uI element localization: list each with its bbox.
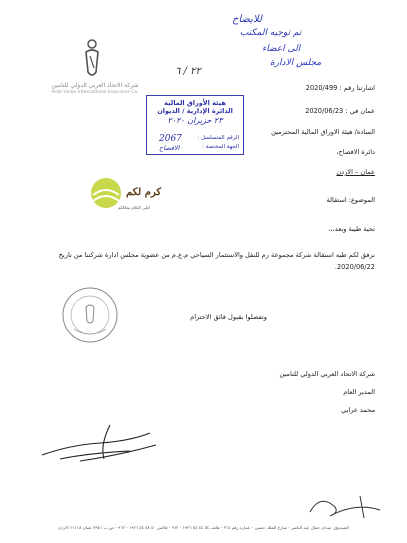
company-name-english: Arab Union International Insurance Co. (51, 90, 139, 95)
addressee-line-3: عمان – الاردن (336, 168, 375, 176)
company-name-arabic: شركة الاتحاد العربي الدولي للتامين (51, 82, 139, 89)
stamp-serial-value: 2067 (159, 134, 182, 144)
letter-subject: الموضوع: استقالة (326, 196, 375, 204)
stamp-authority: هيئة الأوراق المالية (164, 99, 226, 107)
stamp-dept-value: الافصاح (159, 144, 180, 152)
badge-subtext: أحلى الكلام يحلالكم (118, 205, 151, 210)
reference-number: اشارتنا رقم : 2020/499 (305, 84, 375, 92)
handwritten-note-4: مجلس الادارة (270, 58, 322, 68)
letter-date: عمان في : 2020/06/23 (305, 107, 375, 115)
footer-address: الصندوق: ميدان جمال عبد الناصر - شارع الملك حسين - عمارة رقم ٢١٤ - هاتف ٥٤ ٤٤ ٥٤ ١٩٢٦ - ٩٦٢ - فاكس ٥٠ ٤٨ ٥٤ ١٩٢٦ - ٩٦٢ - ص.ب ٧٩٤١ عمان ١١١١٨ الاردن (58, 525, 349, 530)
badge-text: كرم لكم (126, 187, 162, 198)
company-logo (62, 38, 120, 80)
stamp-date: ٢٣ حزيران ٢٠٢٠ (167, 116, 223, 125)
received-stamp (146, 95, 244, 155)
letter-closing: وتفضلوا بقبول فائق الاحترام (190, 313, 267, 321)
stamp-dept-label: الجهة المختصة : (202, 144, 239, 150)
handwritten-note-3: الى اعضاء (262, 44, 301, 54)
addressee-line-2: دائرة الافصاح، (336, 148, 375, 156)
greeting-badge-image (88, 175, 162, 215)
footer-signature-mark (300, 492, 390, 520)
addressee-line-1: السادة/ هيئة الاوراق المالية المحترمين (271, 128, 375, 136)
signatory-company: شركة الاتحاد العربي الدولي للتامين (279, 370, 375, 378)
company-seal (60, 285, 120, 345)
stamp-serial-label: الرقم المتسلسل : (197, 135, 239, 141)
signatory-title: المدير العام (343, 388, 375, 396)
letter-body: نرفق لكم طيه استقالة شركة مجموعة رم للنقل والاستثمار السياحي م.ع.م من عضوية مجلس ادارة شركتنا من تاريخ 2020/06/22. (58, 251, 375, 271)
handwritten-date-note: ٢٢ / ٦ (175, 66, 201, 77)
stamp-department: الدائرة الإدارية / الديوان (157, 107, 233, 115)
signatory-name: محمد عرابي (341, 406, 375, 414)
letter-greeting: تحية طيبة وبعد،،، (328, 225, 375, 233)
handwritten-note-1: للايضاح (232, 14, 262, 25)
signature-scribble (40, 415, 160, 465)
handwritten-note-2: تم توجيه المكتب (240, 28, 302, 38)
